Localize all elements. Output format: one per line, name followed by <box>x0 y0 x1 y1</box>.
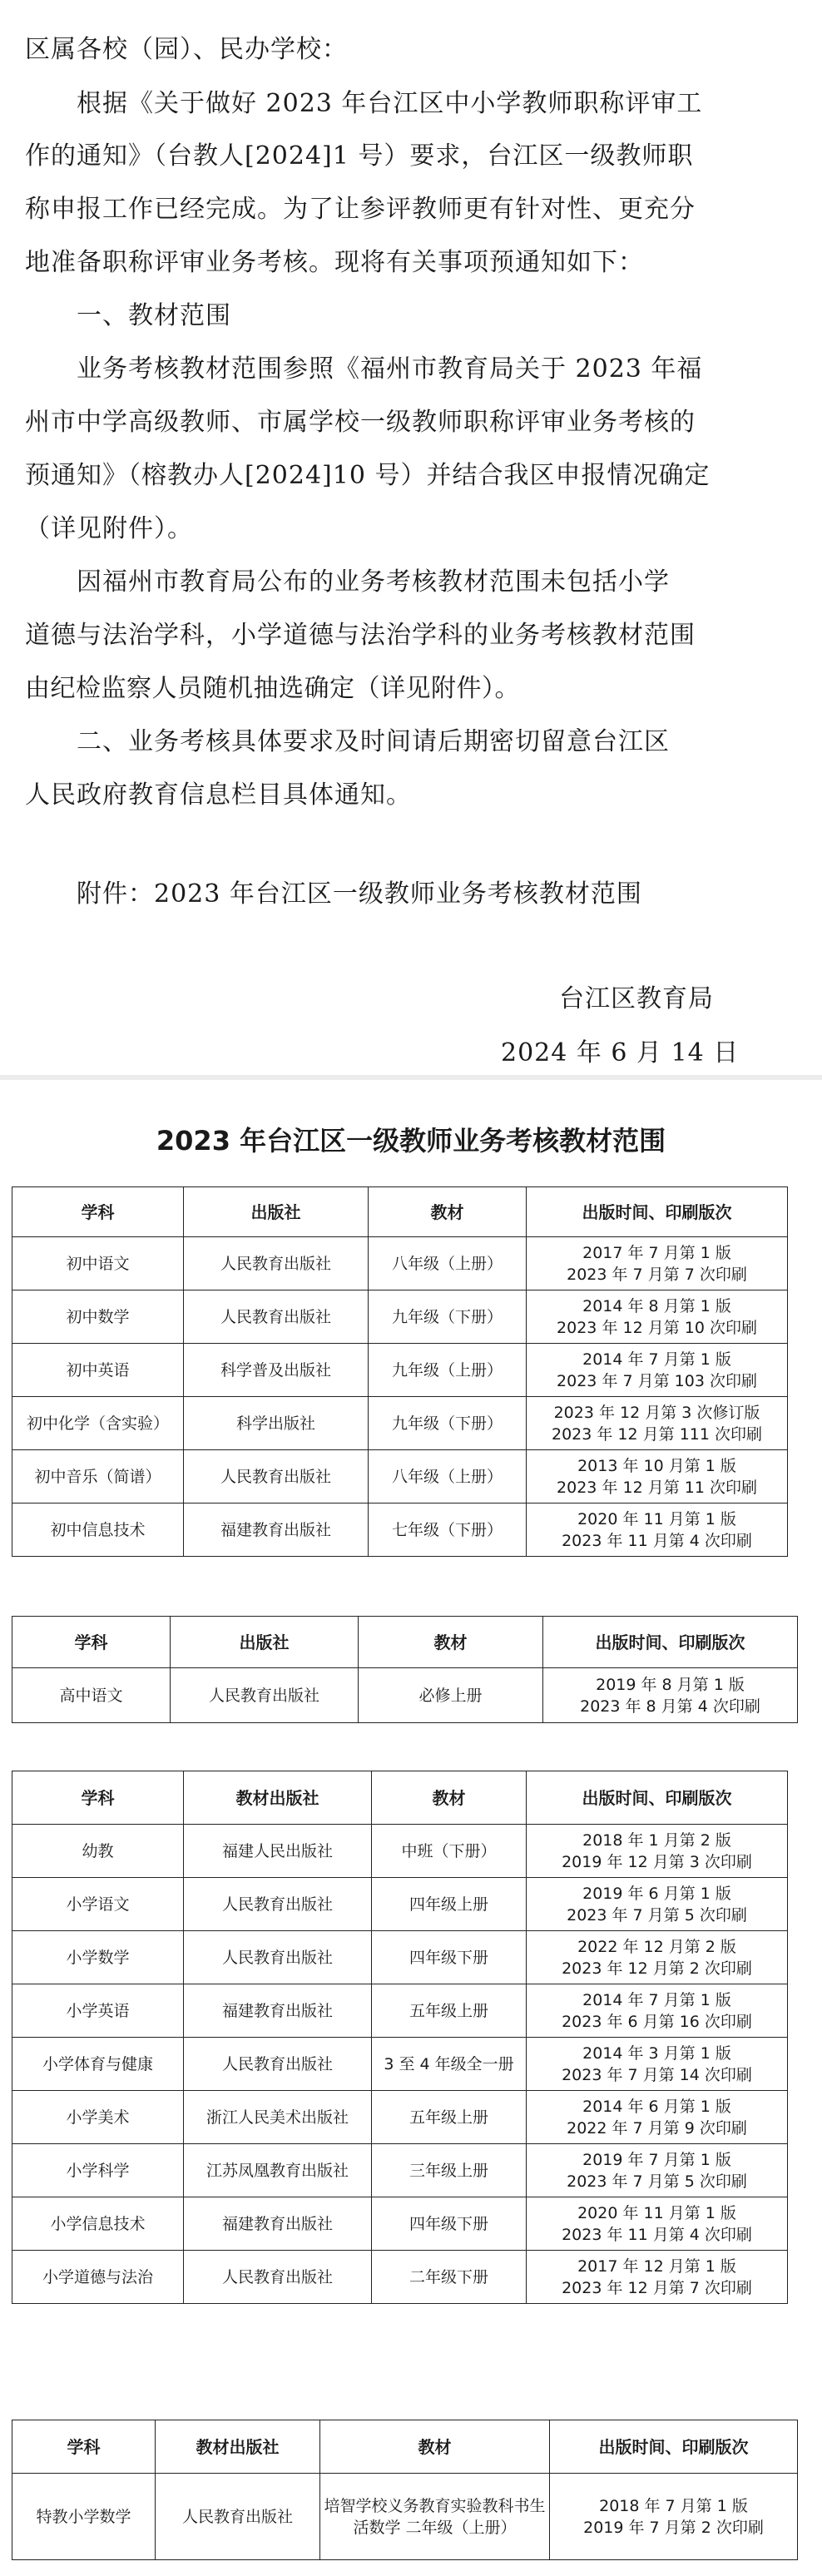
subject-cell: 高中语文 <box>12 1668 171 1723</box>
junior-high-table <box>12 1186 788 1557</box>
edition-line: 2017 年 7 月第 1 版 <box>582 1243 731 1262</box>
edition-cell <box>527 1290 788 1344</box>
header-cell: 出版时间、印刷版次 <box>527 1771 788 1825</box>
subject-cell: 幼教 <box>12 1825 184 1878</box>
edition-cell <box>527 1984 788 2038</box>
edition-line: 2014 年 7 月第 1 版 <box>582 1990 731 2009</box>
subject-cell: 初中英语 <box>12 1344 184 1397</box>
notice-paragraph-line: 州市中学高级教师、市属学校一级教师职称评审业务考核的 <box>25 408 696 437</box>
table-row <box>12 2091 788 2144</box>
publisher-cell: 人民教育出版社 <box>184 1878 372 1931</box>
textbook-cell: 3 至 4 年级全一册 <box>372 2038 527 2091</box>
printing-line: 2023 年 12 月第 7 次印刷 <box>562 2278 752 2297</box>
printing-line: 2023 年 12 月第 11 次印刷 <box>557 1478 757 1497</box>
textbook-cell: 五年级上册 <box>372 2091 527 2144</box>
table-row <box>12 1931 788 1984</box>
notice-salutation: 区属各校（园）、民办学校： <box>25 35 348 64</box>
header-cell: 教材出版社 <box>184 1771 372 1825</box>
header-cell: 学科 <box>12 1771 184 1825</box>
subject-cell: 小学数学 <box>12 1931 184 1984</box>
header-cell: 教材 <box>320 2420 550 2474</box>
table-header-row <box>12 1187 788 1237</box>
table-row <box>12 1825 788 1878</box>
publisher-cell: 人民教育出版社 <box>184 2251 372 2304</box>
subject-cell: 初中数学 <box>12 1290 184 1344</box>
printing-line: 2023 年 7 月第 5 次印刷 <box>567 2172 747 2191</box>
edition-line: 2023 年 12 月第 3 次修订版 <box>553 1403 760 1422</box>
table-row <box>12 2197 788 2251</box>
publisher-cell: 人民教育出版社 <box>156 2474 320 2560</box>
table-row <box>12 1290 788 1344</box>
table-row <box>12 1878 788 1931</box>
header-cell: 出版时间、印刷版次 <box>527 1187 788 1237</box>
edition-cell <box>527 1344 788 1397</box>
edition-line: 2017 年 12 月第 1 版 <box>577 2256 736 2276</box>
table-row <box>12 2251 788 2304</box>
publisher-cell: 福建教育出版社 <box>184 2197 372 2251</box>
header-cell: 教材出版社 <box>156 2420 320 2474</box>
edition-line: 2020 年 11 月第 1 版 <box>577 2203 736 2222</box>
table-row <box>12 1397 788 1450</box>
subject-cell: 初中语文 <box>12 1237 184 1290</box>
header-cell: 出版时间、印刷版次 <box>543 1617 798 1668</box>
printing-line: 2019 年 7 月第 2 次印刷 <box>583 2518 764 2537</box>
edition-line: 2019 年 8 月第 1 版 <box>596 1675 745 1694</box>
primary-table <box>12 1771 788 2304</box>
publisher-cell: 人民教育出版社 <box>184 1290 369 1344</box>
page-separator <box>0 1075 822 1080</box>
textbook-cell: 八年级（上册） <box>369 1237 527 1290</box>
textbook-cell: 培智学校义务教育实验教科书生活数学 二年级（上册） <box>320 2474 550 2560</box>
header-cell: 教材 <box>369 1187 527 1237</box>
table-row <box>12 1450 788 1503</box>
textbook-cell: 必修上册 <box>359 1668 543 1723</box>
notice-paragraph-line: 作的通知》（台教人[2024]1 号）要求，台江区一级教师职 <box>25 141 694 171</box>
edition-line: 2014 年 7 月第 1 版 <box>582 1350 731 1369</box>
edition-line: 2018 年 1 月第 2 版 <box>582 1830 731 1850</box>
printing-line: 2022 年 7 月第 9 次印刷 <box>567 2118 747 2138</box>
subject-cell: 初中音乐（简谱） <box>12 1450 184 1503</box>
header-cell: 出版社 <box>171 1617 359 1668</box>
header-cell: 学科 <box>12 1187 184 1237</box>
table-row <box>12 1237 788 1290</box>
header-cell: 教材 <box>372 1771 527 1825</box>
edition-cell <box>543 1668 798 1723</box>
printing-line: 2023 年 11 月第 4 次印刷 <box>562 2225 752 2244</box>
printing-line: 2023 年 7 月第 7 次印刷 <box>567 1265 747 1284</box>
textbook-cell: 七年级（下册） <box>369 1503 527 1557</box>
attachment-title: 2023 年台江区一级教师业务考核教材范围 <box>156 1125 666 1157</box>
subject-cell: 小学信息技术 <box>12 2197 184 2251</box>
printing-line: 2019 年 12 月第 3 次印刷 <box>562 1852 752 1871</box>
header-cell: 出版社 <box>184 1187 369 1237</box>
subject-cell: 小学道德与法治 <box>12 2251 184 2304</box>
issuer-name: 台江区教育局 <box>559 984 714 1013</box>
publisher-cell: 人民教育出版社 <box>184 2038 372 2091</box>
edition-line: 2019 年 7 月第 1 版 <box>582 2150 731 2169</box>
subject-cell: 小学语文 <box>12 1878 184 1931</box>
textbook-cell: 九年级（上册） <box>369 1344 527 1397</box>
notice-paragraph-line: 业务考核教材范围参照《福州市教育局关于 2023 年福 <box>77 354 703 384</box>
notice-paragraph-line: 地准备职称评审业务考核。现将有关事项预通知如下： <box>25 248 644 277</box>
edition-line: 2020 年 11 月第 1 版 <box>577 1509 736 1528</box>
edition-line: 2019 年 6 月第 1 版 <box>582 1884 731 1903</box>
notice-paragraph-line: （详见附件）。 <box>25 514 193 543</box>
table-row <box>12 1984 788 2038</box>
edition-cell <box>527 1450 788 1503</box>
textbook-cell: 九年级（下册） <box>369 1397 527 1450</box>
table-header-row <box>12 1771 788 1825</box>
table-row <box>12 2144 788 2197</box>
edition-cell <box>527 2251 788 2304</box>
attachment-line: 附件：2023 年台江区一级教师业务考核教材范围 <box>77 879 642 909</box>
publisher-cell: 福建教育出版社 <box>184 1503 369 1557</box>
notice-paragraph-line: 由纪检监察人员随机抽选确定（详见附件）。 <box>25 674 520 703</box>
textbook-cell: 三年级上册 <box>372 2144 527 2197</box>
publisher-cell: 人民教育出版社 <box>184 1450 369 1503</box>
edition-line: 2013 年 10 月第 1 版 <box>577 1456 736 1475</box>
publisher-cell: 福建教育出版社 <box>184 1984 372 2038</box>
header-cell: 学科 <box>12 1617 171 1668</box>
header-cell: 学科 <box>12 2420 156 2474</box>
textbook-cell: 五年级上册 <box>372 1984 527 2038</box>
notice-paragraph-line: 根据《关于做好 2023 年台江区中小学教师职称评审工 <box>77 89 703 118</box>
textbook-cell: 四年级上册 <box>372 1878 527 1931</box>
table-row <box>12 1668 798 1723</box>
edition-cell <box>527 1931 788 1984</box>
printing-line: 2023 年 8 月第 4 次印刷 <box>580 1697 760 1716</box>
table-header-row <box>12 1617 798 1668</box>
subject-cell: 小学科学 <box>12 2144 184 2197</box>
special-ed-table <box>12 2420 798 2560</box>
edition-line: 2014 年 6 月第 1 版 <box>582 2097 731 2116</box>
edition-cell <box>550 2474 798 2560</box>
publisher-cell: 江苏凤凰教育出版社 <box>184 2144 372 2197</box>
table-header-row <box>12 2420 798 2474</box>
edition-line: 2014 年 3 月第 1 版 <box>582 2043 731 2063</box>
table-row <box>12 1344 788 1397</box>
subject-cell: 初中化学（含实验） <box>12 1397 184 1450</box>
edition-cell <box>527 2038 788 2091</box>
notice-paragraph-line: 因福州市教育局公布的业务考核教材范围未包括小学 <box>77 567 670 597</box>
publisher-cell: 人民教育出版社 <box>171 1668 359 1723</box>
printing-line: 2023 年 7 月第 14 次印刷 <box>562 2065 752 2084</box>
printing-line: 2023 年 12 月第 2 次印刷 <box>562 1959 752 1978</box>
subject-cell: 小学体育与健康 <box>12 2038 184 2091</box>
edition-cell <box>527 2144 788 2197</box>
edition-cell <box>527 1397 788 1450</box>
textbook-cell: 四年级下册 <box>372 1931 527 1984</box>
edition-cell <box>527 1503 788 1557</box>
textbook-cell: 九年级（下册） <box>369 1290 527 1344</box>
edition-cell <box>527 1825 788 1878</box>
table-row <box>12 2038 788 2091</box>
table-row <box>12 1503 788 1557</box>
textbook-cell: 二年级下册 <box>372 2251 527 2304</box>
edition-line: 2018 年 7 月第 1 版 <box>599 2496 748 2515</box>
printing-line: 2023 年 11 月第 4 次印刷 <box>562 1531 752 1550</box>
section-heading: 一、教材范围 <box>77 301 231 330</box>
textbook-cell: 中班（下册） <box>372 1825 527 1878</box>
notice-body <box>0 0 822 1075</box>
textbook-cell: 四年级下册 <box>372 2197 527 2251</box>
printing-line: 2023 年 6 月第 16 次印刷 <box>562 2012 752 2031</box>
subject-cell: 特教小学数学 <box>12 2474 156 2560</box>
edition-line: 2014 年 8 月第 1 版 <box>582 1296 731 1315</box>
printing-line: 2023 年 12 月第 10 次印刷 <box>557 1318 757 1337</box>
textbook-cell: 八年级（上册） <box>369 1450 527 1503</box>
notice-paragraph-line: 人民政府教育信息栏目具体通知。 <box>25 780 412 810</box>
publisher-cell: 人民教育出版社 <box>184 1931 372 1984</box>
notice-paragraph-line: 称申报工作已经完成。为了让参评教师更有针对性、更充分 <box>25 195 696 224</box>
issue-date: 2024 年 6 月 14 日 <box>501 1038 740 1068</box>
publisher-cell: 科学出版社 <box>184 1397 369 1450</box>
subject-cell: 小学英语 <box>12 1984 184 2038</box>
printing-line: 2023 年 12 月第 111 次印刷 <box>552 1424 762 1444</box>
printing-line: 2023 年 7 月第 103 次印刷 <box>557 1371 757 1390</box>
edition-cell <box>527 1878 788 1931</box>
senior-high-table <box>12 1616 798 1723</box>
table-row <box>12 2474 798 2560</box>
edition-cell <box>527 2091 788 2144</box>
notice-paragraph-line: 预通知》（榕教办人[2024]10 号）并结合我区申报情况确定 <box>25 461 711 490</box>
publisher-cell: 浙江人民美术出版社 <box>184 2091 372 2144</box>
subject-cell: 初中信息技术 <box>12 1503 184 1557</box>
header-cell: 教材 <box>359 1617 543 1668</box>
edition-cell <box>527 1237 788 1290</box>
publisher-cell: 福建人民出版社 <box>184 1825 372 1878</box>
publisher-cell: 人民教育出版社 <box>184 1237 369 1290</box>
section-heading: 二、业务考核具体要求及时间请后期密切留意台江区 <box>77 727 670 756</box>
notice-paragraph-line: 道德与法治学科，小学道德与法治学科的业务考核教材范围 <box>25 621 696 650</box>
edition-cell <box>527 2197 788 2251</box>
publisher-cell: 科学普及出版社 <box>184 1344 369 1397</box>
header-cell: 出版时间、印刷版次 <box>550 2420 798 2474</box>
edition-line: 2022 年 12 月第 2 版 <box>577 1937 736 1956</box>
subject-cell: 小学美术 <box>12 2091 184 2144</box>
printing-line: 2023 年 7 月第 5 次印刷 <box>567 1905 747 1925</box>
